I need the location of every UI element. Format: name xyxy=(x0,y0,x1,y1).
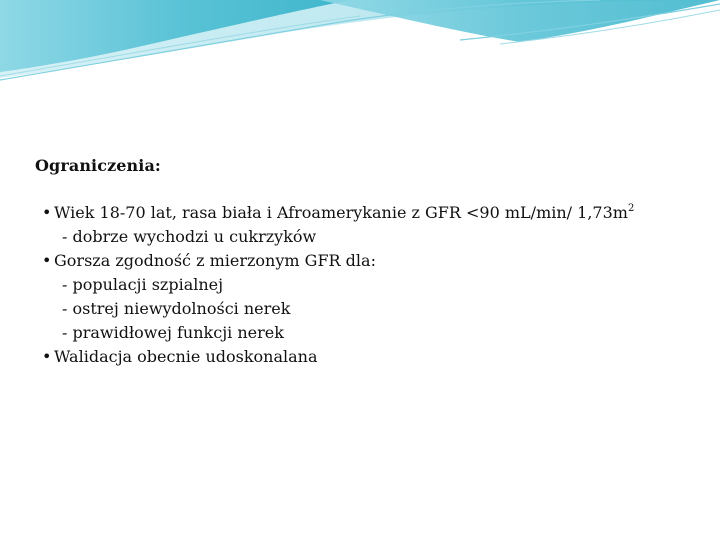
bullet-item xyxy=(42,345,634,369)
bullet-text: Walidacja obecnie udoskonalana xyxy=(54,347,318,366)
sub-item: - ostrej niewydolności nerek xyxy=(62,299,291,318)
sub-item: - prawidłowej funkcji nerek xyxy=(62,323,284,342)
superscript: 2 xyxy=(627,203,635,214)
bullet-item xyxy=(42,201,634,225)
bullet-list xyxy=(42,201,634,369)
slide-heading: Ograniczenia: xyxy=(35,156,161,175)
bullet-symbol: • xyxy=(42,203,52,222)
bullet-symbol: • xyxy=(42,347,52,366)
bullet-symbol: • xyxy=(42,251,52,270)
bullet-text: Gorsza zgodność z mierzonym GFR dla: xyxy=(54,251,376,270)
sub-item: - populacji szpialnej xyxy=(62,275,224,294)
bullet-item xyxy=(42,249,634,273)
bullet-text: Wiek 18-70 lat, rasa biała i Afroamerykanie z GFR <90 mL/min/ 1,73m xyxy=(54,203,628,222)
sub-item: - dobrze wychodzi u cukrzyków xyxy=(62,227,317,246)
